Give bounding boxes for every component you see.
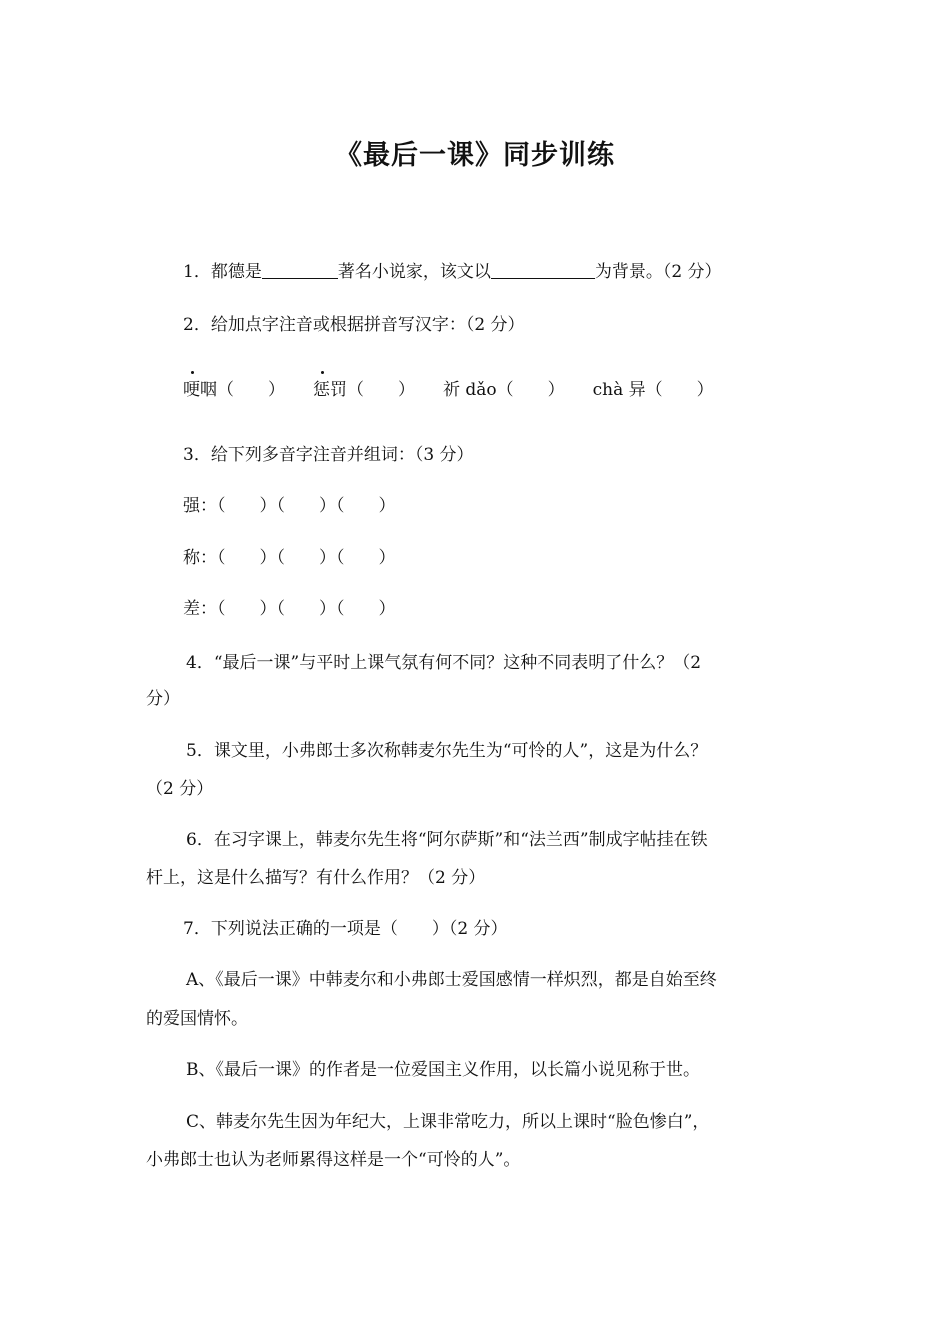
q1-part-a: 1．都德是 — [183, 262, 262, 282]
q3-row-qiang: 强：（ ）（ ）（ ） — [183, 496, 396, 516]
q7-option-a-line2: 的爱国情怀。 — [146, 1009, 248, 1029]
q1-part-b: 著名小说家，该文以 — [337, 262, 491, 282]
question-7: 7．下列说法正确的一项是（ ）（2 分） — [183, 919, 508, 939]
q7-option-a-line1: A、《最后一课》中韩麦尔和小弗郎士爱国感情一样炽烈，都是自始至终 — [186, 970, 717, 990]
question-2: 2．给加点字注音或根据拼音写汉字：（2 分） — [183, 315, 525, 335]
q1-part-c: 为背景。（2 分） — [594, 262, 722, 282]
q3-row-cheng: 称：（ ）（ ）（ ） — [183, 548, 396, 568]
question-5-line2: （2 分） — [146, 779, 214, 799]
q2-item4: chà 异（ ） — [592, 380, 714, 400]
question-1 — [183, 260, 722, 284]
q3-row-cha: 差：（ ）（ ）（ ） — [183, 599, 396, 619]
q7-option-c-line1: C、韩麦尔先生因为年纪大，上课非常吃力，所以上课时“脸色惨白”， — [186, 1112, 710, 1132]
q2-item2-rest: 罚（ ） — [330, 380, 415, 400]
q7-option-b: B、《最后一课》的作者是一位爱国主义作用，以长篇小说见称于世。 — [186, 1060, 700, 1080]
q1-blank-2[interactable] — [491, 260, 595, 279]
question-2-items — [183, 378, 714, 402]
page-title: 《最后一课》同步训练 — [335, 140, 615, 171]
question-4-line1: 4．“最后一课”与平时上课气氛有何不同？这种不同表明了什么？（2 — [186, 653, 702, 673]
q7-option-c-line2: 小弗郎士也认为老师累得这样是一个“可怜的人”。 — [146, 1150, 521, 1170]
question-4-line2: 分） — [146, 689, 180, 709]
q2-item2-dotted-char: 惩 — [313, 380, 330, 400]
q2-item1-dotted-char: 哽 — [183, 380, 200, 400]
question-6-line1: 6．在习字课上，韩麦尔先生将“阿尔萨斯”和“法兰西”制成字帖挂在铁 — [186, 830, 708, 850]
question-5-line1: 5．课文里，小弗郎士多次称韩麦尔先生为“可怜的人”，这是为什么？ — [186, 741, 708, 761]
question-3: 3．给下列多音字注音并组词：（3 分） — [183, 445, 474, 465]
q1-blank-1[interactable] — [262, 260, 338, 279]
q2-item1-rest: 咽（ ） — [200, 380, 285, 400]
q2-item3: 祈 dǎo（ ） — [443, 380, 565, 400]
question-6-line2: 杆上，这是什么描写？有什么作用？（2 分） — [146, 868, 486, 888]
